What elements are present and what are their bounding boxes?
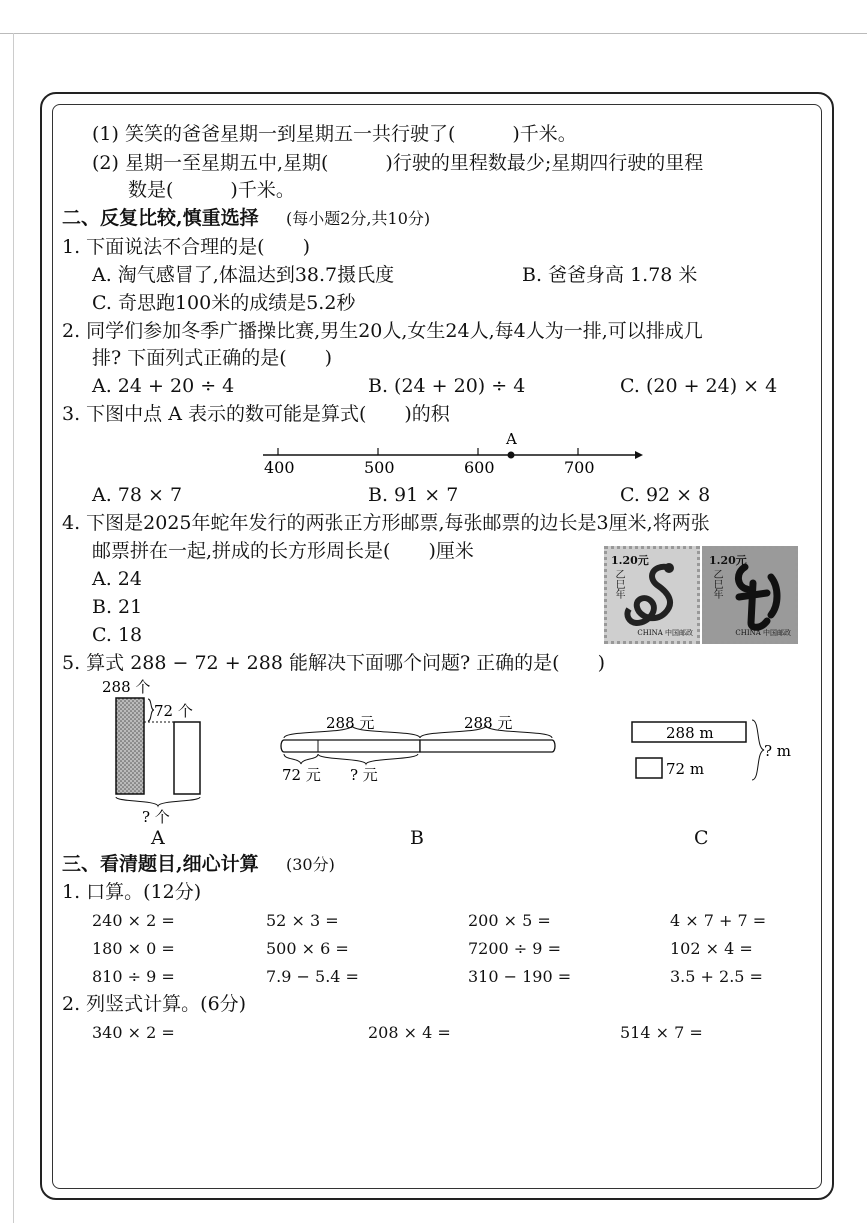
snake-illustration-icon bbox=[619, 557, 695, 635]
figure-c-short-bar bbox=[636, 758, 662, 778]
s2-q4-option-c: C. 18 bbox=[92, 624, 143, 646]
snake-calligraphy-icon bbox=[717, 557, 793, 635]
oral-calc-item: 102 × 4 = bbox=[670, 939, 753, 958]
tick-label-600: 600 bbox=[464, 458, 495, 477]
point-a-dot bbox=[508, 452, 515, 459]
vertical-calc-item: 208 × 4 = bbox=[368, 1023, 451, 1042]
figure-a-bottom-brace bbox=[116, 797, 200, 806]
figure-b bbox=[278, 708, 568, 788]
figure-b-bottom-brace-2 bbox=[318, 754, 418, 764]
figure-c bbox=[626, 714, 806, 784]
figure-b-bottom-brace-1 bbox=[284, 754, 318, 764]
figure-a bbox=[96, 676, 226, 826]
figure-b-seg1-label: 288 元 bbox=[326, 714, 375, 732]
figure-a-tall-bar bbox=[116, 698, 144, 794]
s2-q2-option-b: B. (24 + 20) ÷ 4 bbox=[368, 375, 526, 397]
page-left-border bbox=[13, 33, 14, 1223]
tick-label-500: 500 bbox=[364, 458, 395, 477]
s2-q4-stem-line2: 邮票拼在一起,拼成的长方形周长是( )厘米 bbox=[92, 540, 474, 562]
figure-a-label: A bbox=[151, 827, 165, 849]
page-top-border bbox=[0, 33, 867, 34]
snake-stamp-1 bbox=[604, 546, 700, 644]
stamp-year: 乙巳年 bbox=[711, 569, 722, 599]
stamp-year: 乙巳年 bbox=[613, 569, 624, 599]
figure-b-seg2-label: 288 元 bbox=[464, 714, 513, 732]
figure-c-short-label: 72 m bbox=[666, 760, 705, 778]
s2-q1-option-c: C. 奇思跑100米的成绩是5.2秒 bbox=[92, 292, 356, 314]
oral-calc-item: 500 × 6 = bbox=[266, 939, 349, 958]
number-line-figure bbox=[250, 428, 650, 480]
section2-score: (每小题2分,共10分) bbox=[286, 209, 431, 228]
vertical-calc-item: 340 × 2 = bbox=[92, 1023, 175, 1042]
figure-b-part-label: 72 元 bbox=[282, 766, 321, 784]
figure-b-label: B bbox=[410, 827, 424, 849]
oral-calc-item: 7.9 − 5.4 = bbox=[266, 967, 359, 986]
s2-q1-option-a: A. 淘气感冒了,体温达到38.7摄氏度 bbox=[92, 264, 395, 286]
section3-score: (30分) bbox=[286, 855, 335, 874]
s2-q5-stem: 5. 算式 288 − 72 + 288 能解决下面哪个问题? 正确的是( ) bbox=[62, 652, 606, 674]
tick-label-400: 400 bbox=[264, 458, 295, 477]
oral-calc-item: 810 ÷ 9 = bbox=[92, 967, 175, 986]
s3-q2-title: 2. 列竖式计算。(6分) bbox=[62, 993, 247, 1015]
s2-q3-option-a: A. 78 × 7 bbox=[92, 484, 183, 506]
figure-c-label: C bbox=[694, 827, 709, 849]
stamp-country: CHINA 中国邮政 bbox=[637, 629, 693, 637]
figure-a-side-label: 72 个 bbox=[154, 702, 193, 720]
s2-q3-option-c: C. 92 × 8 bbox=[620, 484, 711, 506]
stamp-value: 1.20元 bbox=[709, 554, 747, 567]
s2-q2-stem-line2: 排? 下面列式正确的是( ) bbox=[92, 347, 333, 369]
s3-q1-title: 1. 口算。(12分) bbox=[62, 881, 202, 903]
intro-question-2-line1: (2) 星期一至星期五中,星期( )行驶的里程数最少;星期四行驶的里程 bbox=[92, 152, 704, 174]
oral-calc-item: 200 × 5 = bbox=[468, 911, 551, 930]
intro-question-1: (1) 笑笑的爸爸星期一到星期五一共行驶了( )千米。 bbox=[92, 123, 577, 145]
figure-b-segment-1 bbox=[281, 740, 420, 752]
number-line-arrow bbox=[635, 451, 643, 459]
oral-calc-item: 310 − 190 = bbox=[468, 967, 572, 986]
snake-stamp-2 bbox=[702, 546, 798, 644]
intro-question-2-line2: 数是( )千米。 bbox=[128, 179, 295, 201]
oral-calc-item: 3.5 + 2.5 = bbox=[670, 967, 763, 986]
section3-title: 三、看清题目,细心计算 bbox=[62, 853, 259, 875]
s2-q1-stem: 1. 下面说法不合理的是( ) bbox=[62, 236, 310, 258]
figure-b-question-label: ? 元 bbox=[350, 766, 378, 784]
s2-q2-option-c: C. (20 + 24) × 4 bbox=[620, 375, 778, 397]
figure-a-short-bar bbox=[174, 722, 200, 794]
oral-calc-item: 240 × 2 = bbox=[92, 911, 175, 930]
figure-c-long-label: 288 m bbox=[666, 724, 714, 742]
oral-calc-item: 180 × 0 = bbox=[92, 939, 175, 958]
s2-q4-option-b: B. 21 bbox=[92, 596, 143, 618]
oral-calc-item: 52 × 3 = bbox=[266, 911, 339, 930]
tick-label-700: 700 bbox=[564, 458, 595, 477]
s2-q1-option-b: B. 爸爸身高 1.78 米 bbox=[522, 264, 698, 286]
s2-q4-stem-line1: 4. 下图是2025年蛇年发行的两张正方形邮票,每张邮票的边长是3厘米,将两张 bbox=[62, 512, 710, 534]
stamp-value: 1.20元 bbox=[611, 554, 649, 567]
stamp-country: CHINA 中国邮政 bbox=[735, 629, 791, 637]
oral-calc-item: 4 × 7 + 7 = bbox=[670, 911, 767, 930]
s2-q2-option-a: A. 24 + 20 ÷ 4 bbox=[92, 375, 235, 397]
oral-calc-item: 7200 ÷ 9 = bbox=[468, 939, 561, 958]
section2-title: 二、反复比较,慎重选择 bbox=[62, 207, 259, 229]
figure-a-top-label: 288 个 bbox=[102, 678, 151, 696]
s2-q4-option-a: A. 24 bbox=[92, 568, 142, 590]
s2-q2-stem-line1: 2. 同学们参加冬季广播操比赛,男生20人,女生24人,每4人为一排,可以排成几 bbox=[62, 320, 703, 342]
point-a-label: A bbox=[506, 430, 517, 448]
figure-c-question-label: ? m bbox=[764, 742, 792, 760]
figure-a-bottom-label: ? 个 bbox=[142, 808, 170, 826]
s2-q3-stem: 3. 下图中点 A 表示的数可能是算式( )的积 bbox=[62, 403, 450, 425]
figure-c-brace bbox=[752, 720, 764, 780]
s2-q3-option-b: B. 91 × 7 bbox=[368, 484, 459, 506]
vertical-calc-item: 514 × 7 = bbox=[620, 1023, 703, 1042]
figure-b-segment-2 bbox=[420, 740, 555, 752]
